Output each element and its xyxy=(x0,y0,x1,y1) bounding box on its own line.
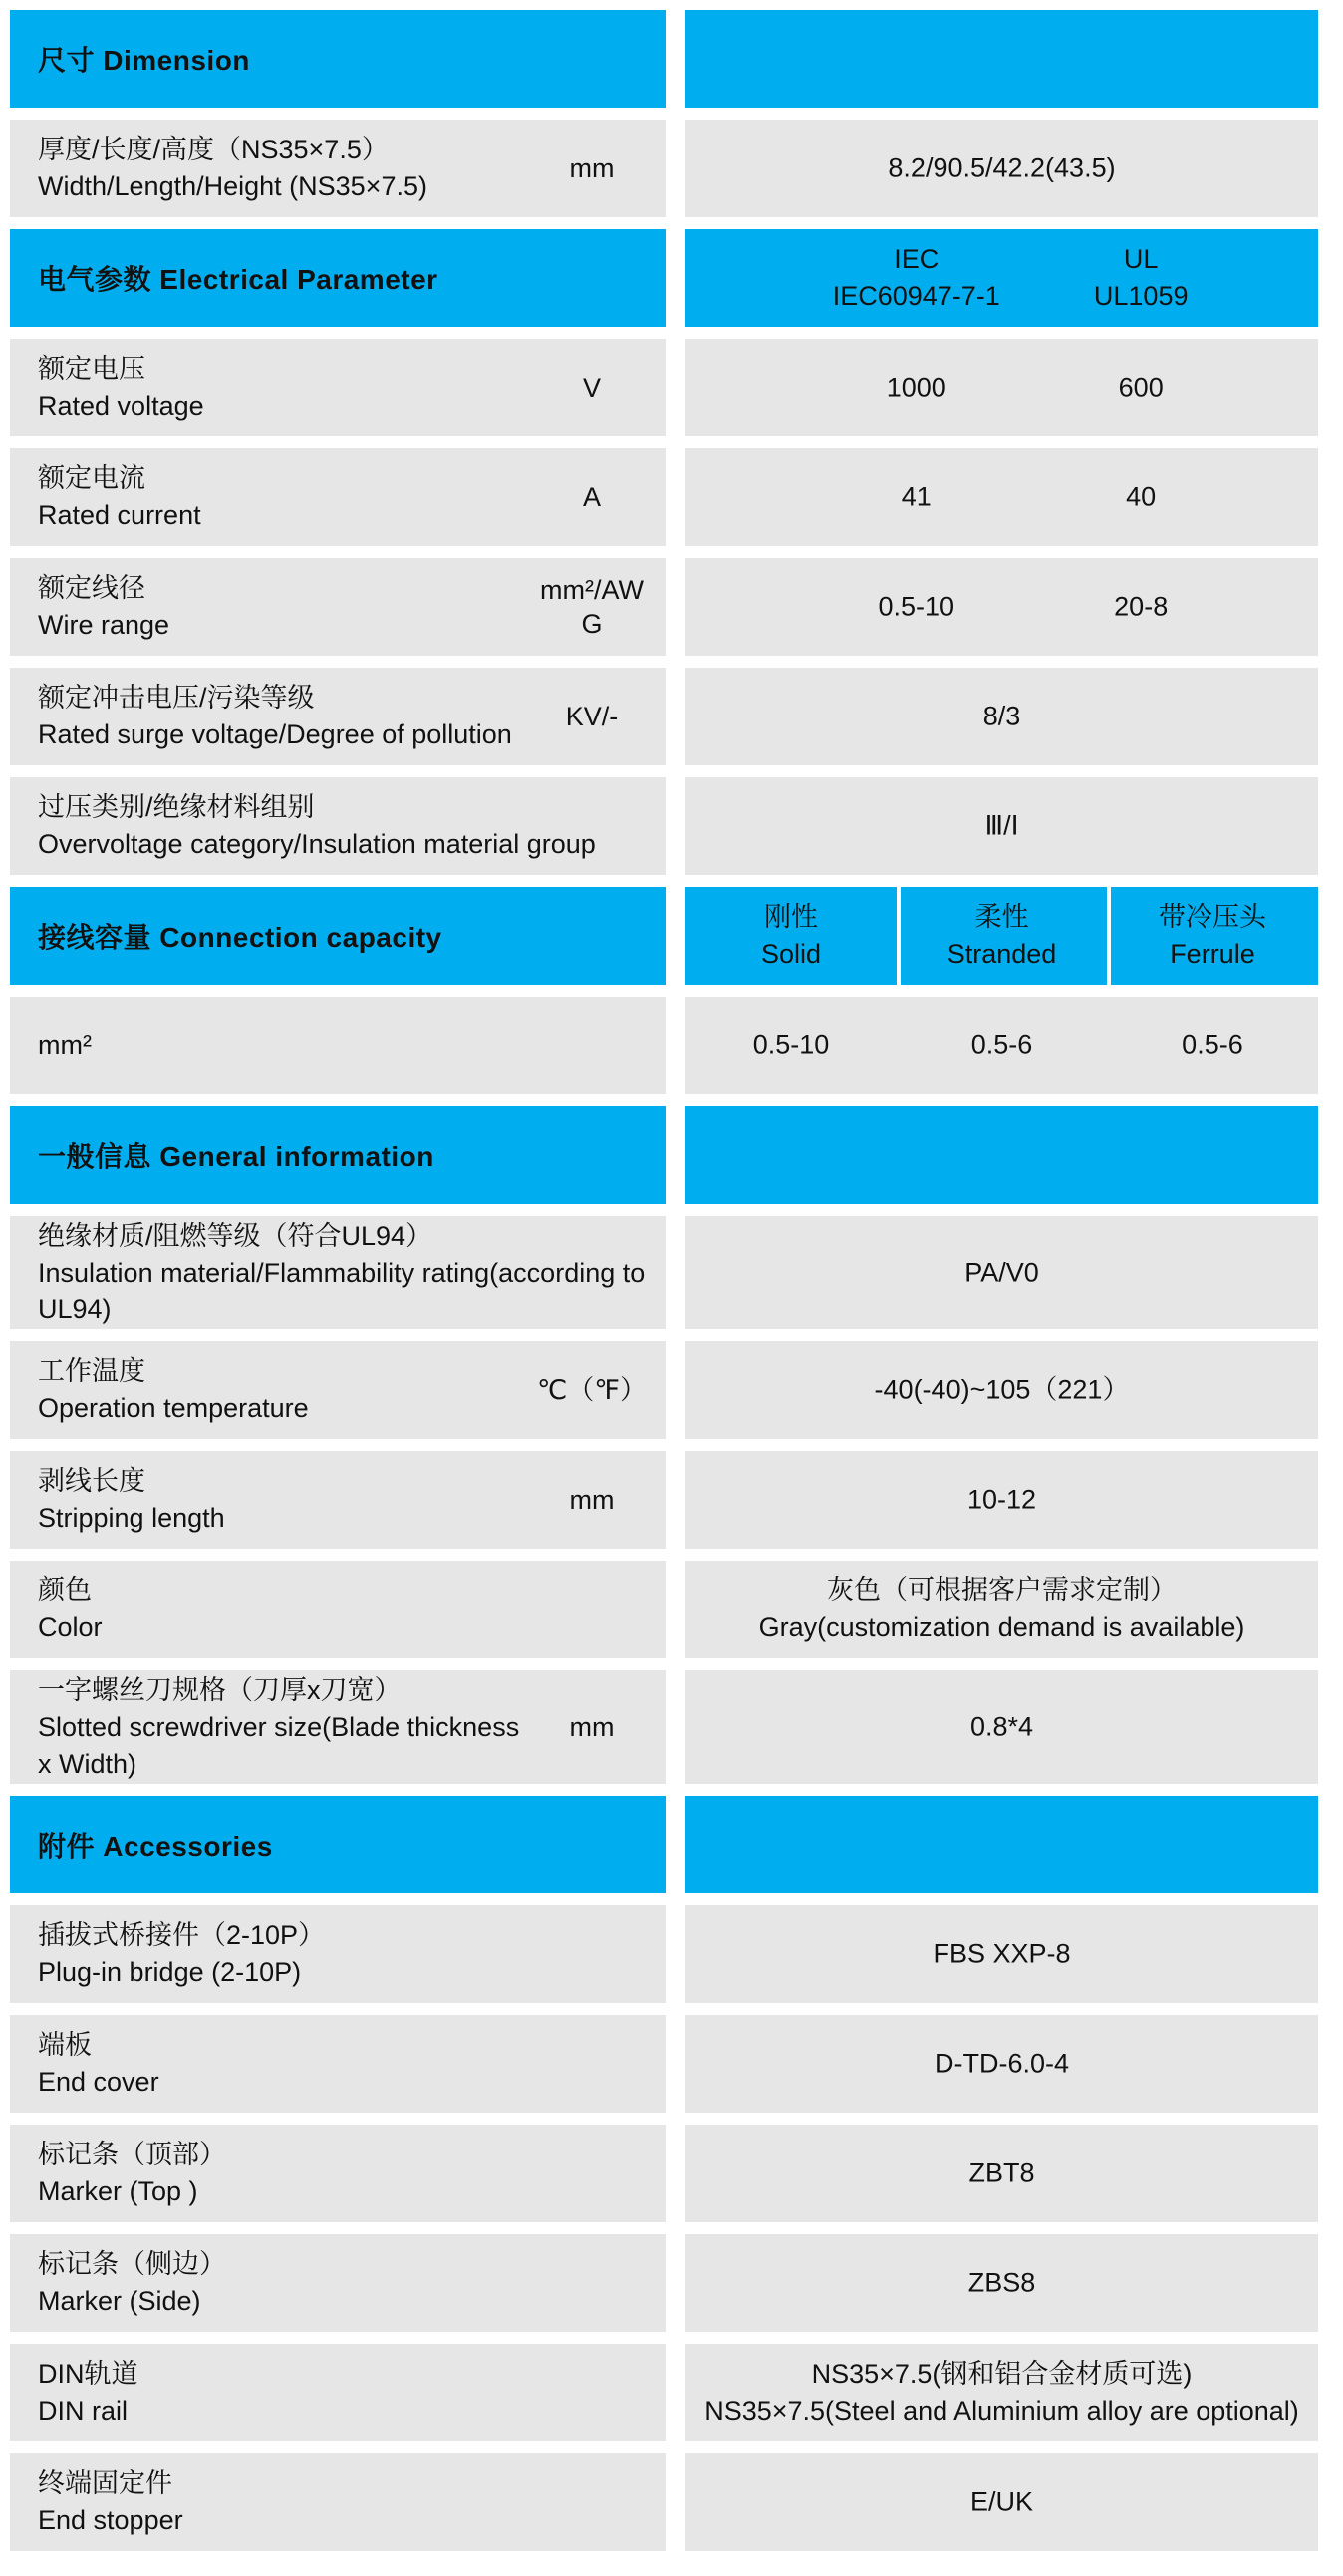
value-line: 带冷压头 xyxy=(1158,902,1266,932)
row-value-cell xyxy=(685,120,1318,217)
value-col xyxy=(984,808,1018,845)
row-value-cell xyxy=(685,887,1318,985)
value-col xyxy=(983,699,1021,735)
table-row xyxy=(10,2234,1318,2332)
value-line: 柔性 xyxy=(974,902,1029,932)
value-col xyxy=(967,1482,1036,1519)
label-zh: 工作温度 xyxy=(38,1356,145,1386)
label-en: Rated voltage xyxy=(38,391,204,421)
label-en: Rated current xyxy=(38,500,201,530)
row-label-cell xyxy=(10,668,666,765)
table-row xyxy=(10,1341,1318,1439)
row-value-cell xyxy=(685,448,1318,546)
label-en: Plug-in bridge (2-10P) xyxy=(38,1957,302,1987)
table-row xyxy=(10,2453,1318,2551)
row-value-cell xyxy=(685,1106,1318,1204)
row-value-cell xyxy=(685,1341,1318,1439)
row-label xyxy=(10,351,528,425)
row-label-cell xyxy=(10,997,666,1094)
unit-line: ℃（℉） xyxy=(536,1375,648,1405)
value-line: Ferrule xyxy=(1170,939,1255,969)
value-col xyxy=(1114,589,1168,626)
section-row xyxy=(10,887,1318,985)
value-col xyxy=(753,1027,830,1064)
value-col xyxy=(759,1573,1245,1646)
label-zh: 额定电压 xyxy=(38,354,145,384)
row-value-cell xyxy=(685,10,1318,108)
value-col xyxy=(947,899,1057,973)
table-row xyxy=(10,1216,1318,1329)
unit-cell xyxy=(528,151,656,185)
value-col xyxy=(935,2046,1069,2083)
row-label-cell xyxy=(10,1216,666,1329)
value-col xyxy=(968,2155,1034,2192)
label-zh: 绝缘材质/阻燃等级（符合UL94） xyxy=(38,1220,433,1251)
row-label xyxy=(10,132,528,205)
value-line: IEC xyxy=(894,244,940,274)
row-label xyxy=(10,2246,666,2320)
label-zh: 额定电流 xyxy=(38,463,145,493)
value-line: IEC60947-7-1 xyxy=(832,281,1000,311)
table-row xyxy=(10,2125,1318,2222)
row-label xyxy=(10,570,528,644)
row-value-cell xyxy=(685,229,1318,327)
label-zh: 颜色 xyxy=(38,1575,92,1605)
row-label-cell xyxy=(10,1561,666,1658)
label-zh: 剥线长度 xyxy=(38,1466,145,1496)
table-row xyxy=(10,558,1318,656)
section-row xyxy=(10,1106,1318,1204)
value-line: ZBS8 xyxy=(967,2267,1036,2298)
row-value-cell xyxy=(685,2015,1318,2113)
table-row xyxy=(10,448,1318,546)
value-col xyxy=(888,150,1115,187)
value-line: Gray(customization demand is available) xyxy=(758,1612,1245,1642)
label-en: Rated surge voltage/Degree of pollution xyxy=(38,719,512,749)
label-en: Overvoltage category/Insulation material group xyxy=(38,829,596,859)
unit-cell xyxy=(528,1710,656,1744)
value-col xyxy=(761,899,821,973)
unit-cell xyxy=(528,480,656,514)
label-en: End stopper xyxy=(38,2505,183,2535)
row-label xyxy=(10,1218,666,1328)
row-value-cell xyxy=(685,2125,1318,2222)
unit-line: mm²/AW xyxy=(540,575,644,605)
value-line: 40 xyxy=(1126,481,1157,512)
row-value-cell xyxy=(685,1561,1318,1658)
unit-line: KV/- xyxy=(565,702,619,731)
unit-cell xyxy=(528,573,656,641)
column-divider xyxy=(897,887,901,985)
label-zh: mm² xyxy=(38,1029,92,1060)
value-col xyxy=(833,241,1000,315)
row-label-cell xyxy=(10,1796,666,1893)
value-line: E/UK xyxy=(969,2486,1034,2517)
value-line: 10-12 xyxy=(966,1484,1037,1515)
table-row xyxy=(10,1561,1318,1658)
label-zh: 过压类别/绝缘材料组别 xyxy=(38,792,315,822)
label-en: End cover xyxy=(38,2067,159,2097)
label-zh: DIN轨道 xyxy=(38,2359,138,2389)
unit-cell xyxy=(528,1483,656,1517)
row-label-cell xyxy=(10,2453,666,2551)
value-col xyxy=(971,1027,1033,1064)
value-line: Stranded xyxy=(946,939,1057,969)
row-label-cell xyxy=(10,558,666,656)
value-col xyxy=(887,370,946,407)
value-line: Solid xyxy=(761,939,822,969)
row-value-cell xyxy=(685,1670,1318,1784)
value-line: NS35×7.5(Steel and Aluminium alloy are optional) xyxy=(704,2396,1299,2426)
row-label-cell xyxy=(10,339,666,436)
row-label-cell xyxy=(10,229,666,327)
table-row xyxy=(10,2015,1318,2113)
section-row xyxy=(10,10,1318,108)
value-col xyxy=(964,1255,1039,1291)
section-row xyxy=(10,1796,1318,1893)
table-row xyxy=(10,668,1318,765)
column-divider xyxy=(1107,887,1111,985)
row-label-cell xyxy=(10,2344,666,2441)
table-row xyxy=(10,777,1318,875)
value-line: 0.8*4 xyxy=(969,1711,1034,1742)
unit-line: V xyxy=(582,373,601,403)
section-row xyxy=(10,229,1318,327)
row-value-cell xyxy=(685,1905,1318,2003)
value-col xyxy=(1159,899,1266,973)
unit-line: mm xyxy=(569,1485,615,1515)
value-line: -40(-40)~105（221） xyxy=(874,1374,1130,1405)
value-line: 20-8 xyxy=(1114,591,1169,622)
table-row xyxy=(10,1451,1318,1549)
row-label-cell xyxy=(10,1905,666,2003)
label-zh: 额定线径 xyxy=(38,573,145,603)
value-line: 8/3 xyxy=(982,701,1021,731)
label-en: Wire range xyxy=(38,610,170,640)
row-label xyxy=(10,2137,666,2210)
table-row xyxy=(10,997,1318,1094)
value-line: 刚性 xyxy=(764,902,819,932)
label-en: DIN rail xyxy=(38,2396,129,2426)
section-title: 接线容量 Connection capacity xyxy=(38,922,442,953)
unit-line: G xyxy=(581,609,603,639)
label-en: Marker (Top ) xyxy=(38,2176,198,2206)
row-label-cell xyxy=(10,1106,666,1204)
label-en: Insulation material/Flammability rating(according to UL94) xyxy=(38,1257,646,1324)
row-label xyxy=(10,1573,666,1646)
value-col xyxy=(1182,1027,1243,1064)
value-line: ZBT8 xyxy=(968,2157,1035,2188)
row-value-cell xyxy=(685,2453,1318,2551)
row-value-cell xyxy=(685,339,1318,436)
row-value-cell xyxy=(685,997,1318,1094)
row-label-cell xyxy=(10,777,666,875)
table-row xyxy=(10,2344,1318,2441)
row-label-cell xyxy=(10,2125,666,2222)
value-line: 600 xyxy=(1118,372,1164,403)
unit-line: mm xyxy=(569,153,615,183)
section-title: 电气参数 Electrical Parameter xyxy=(38,264,438,295)
value-line: 0.5-6 xyxy=(1182,1029,1243,1060)
table-row xyxy=(10,1670,1318,1784)
row-label xyxy=(10,1353,528,1427)
value-line: 41 xyxy=(901,481,932,512)
label-zh: 一字螺丝刀规格（刀厚x刀宽） xyxy=(38,1674,402,1705)
row-value-cell xyxy=(685,777,1318,875)
label-zh: 端板 xyxy=(38,2030,92,2060)
value-line: 8.2/90.5/42.2(43.5) xyxy=(888,152,1116,183)
row-label-cell xyxy=(10,1670,666,1784)
row-label xyxy=(10,1672,528,1783)
value-col xyxy=(704,2356,1299,2430)
label-en: Stripping length xyxy=(38,1503,225,1533)
value-col xyxy=(968,2265,1036,2302)
row-label-cell xyxy=(10,2234,666,2332)
unit-cell xyxy=(528,371,656,405)
value-col xyxy=(878,589,954,626)
value-col xyxy=(970,2484,1033,2521)
row-label xyxy=(10,789,666,863)
table-row xyxy=(10,1905,1318,2003)
row-value-cell xyxy=(685,2234,1318,2332)
label-zh: 终端固定件 xyxy=(38,2468,172,2498)
value-line: 0.5-10 xyxy=(878,591,955,622)
row-label xyxy=(10,460,528,534)
value-line: D-TD-6.0-4 xyxy=(934,2048,1070,2079)
value-line: Ⅲ/Ⅰ xyxy=(984,810,1019,841)
value-line: NS35×7.5(钢和铝合金材质可选) xyxy=(811,2359,1193,2389)
label-en: Marker (Side) xyxy=(38,2286,201,2316)
row-value-cell xyxy=(685,668,1318,765)
value-line: FBS XXP-8 xyxy=(933,1938,1071,1969)
value-col xyxy=(875,1372,1130,1409)
value-col xyxy=(970,1709,1033,1746)
value-col xyxy=(902,479,932,516)
table-row xyxy=(10,339,1318,436)
row-label xyxy=(10,2465,666,2539)
section-title: 一般信息 General information xyxy=(38,1141,434,1172)
unit-cell xyxy=(528,1373,656,1407)
row-label xyxy=(10,680,528,753)
label-zh: 标记条（侧边） xyxy=(38,2249,226,2279)
value-col xyxy=(933,1936,1070,1973)
row-value-cell xyxy=(685,1796,1318,1893)
value-line: 0.5-6 xyxy=(970,1029,1033,1060)
value-line: UL1059 xyxy=(1093,281,1189,311)
row-label xyxy=(10,1463,528,1537)
row-label xyxy=(10,1917,666,1991)
label-zh: 厚度/长度/高度（NS35×7.5） xyxy=(38,135,389,164)
label-zh: 标记条（顶部） xyxy=(38,2140,226,2169)
value-col xyxy=(1119,370,1164,407)
section-title: 附件 Accessories xyxy=(38,1831,273,1861)
row-label-cell xyxy=(10,120,666,217)
value-line: 灰色（可根据客户需求定制） xyxy=(827,1575,1177,1605)
unit-line: mm xyxy=(569,1712,615,1742)
value-line: PA/V0 xyxy=(964,1257,1039,1288)
row-label xyxy=(10,1027,666,1064)
label-en: Operation temperature xyxy=(38,1393,309,1423)
label-zh: 插拔式桥接件（2-10P） xyxy=(38,1920,326,1950)
label-en: Slotted screwdriver size(Blade thickness x Width) xyxy=(38,1711,520,1779)
row-label-cell xyxy=(10,2015,666,2113)
value-line: 0.5-10 xyxy=(752,1029,830,1060)
row-label xyxy=(10,2027,666,2101)
row-label-cell xyxy=(10,10,666,108)
label-en: Width/Length/Height (NS35×7.5) xyxy=(38,171,427,201)
label-zh: 额定冲击电压/污染等级 xyxy=(38,683,315,713)
row-label-cell xyxy=(10,448,666,546)
value-col xyxy=(1126,479,1156,516)
row-value-cell xyxy=(685,1451,1318,1549)
row-label-cell xyxy=(10,887,666,985)
row-value-cell xyxy=(685,558,1318,656)
row-value-cell xyxy=(685,2344,1318,2441)
value-col xyxy=(1094,241,1189,315)
row-label-cell xyxy=(10,1451,666,1549)
unit-line: A xyxy=(582,482,601,512)
row-label xyxy=(10,2356,666,2430)
table-row xyxy=(10,120,1318,217)
unit-cell xyxy=(528,700,656,733)
row-value-cell xyxy=(685,1216,1318,1329)
value-line: UL xyxy=(1123,244,1159,274)
section-title: 尺寸 Dimension xyxy=(38,45,250,76)
value-line: 1000 xyxy=(886,372,946,403)
row-label-cell xyxy=(10,1341,666,1439)
label-en: Color xyxy=(38,1612,103,1642)
